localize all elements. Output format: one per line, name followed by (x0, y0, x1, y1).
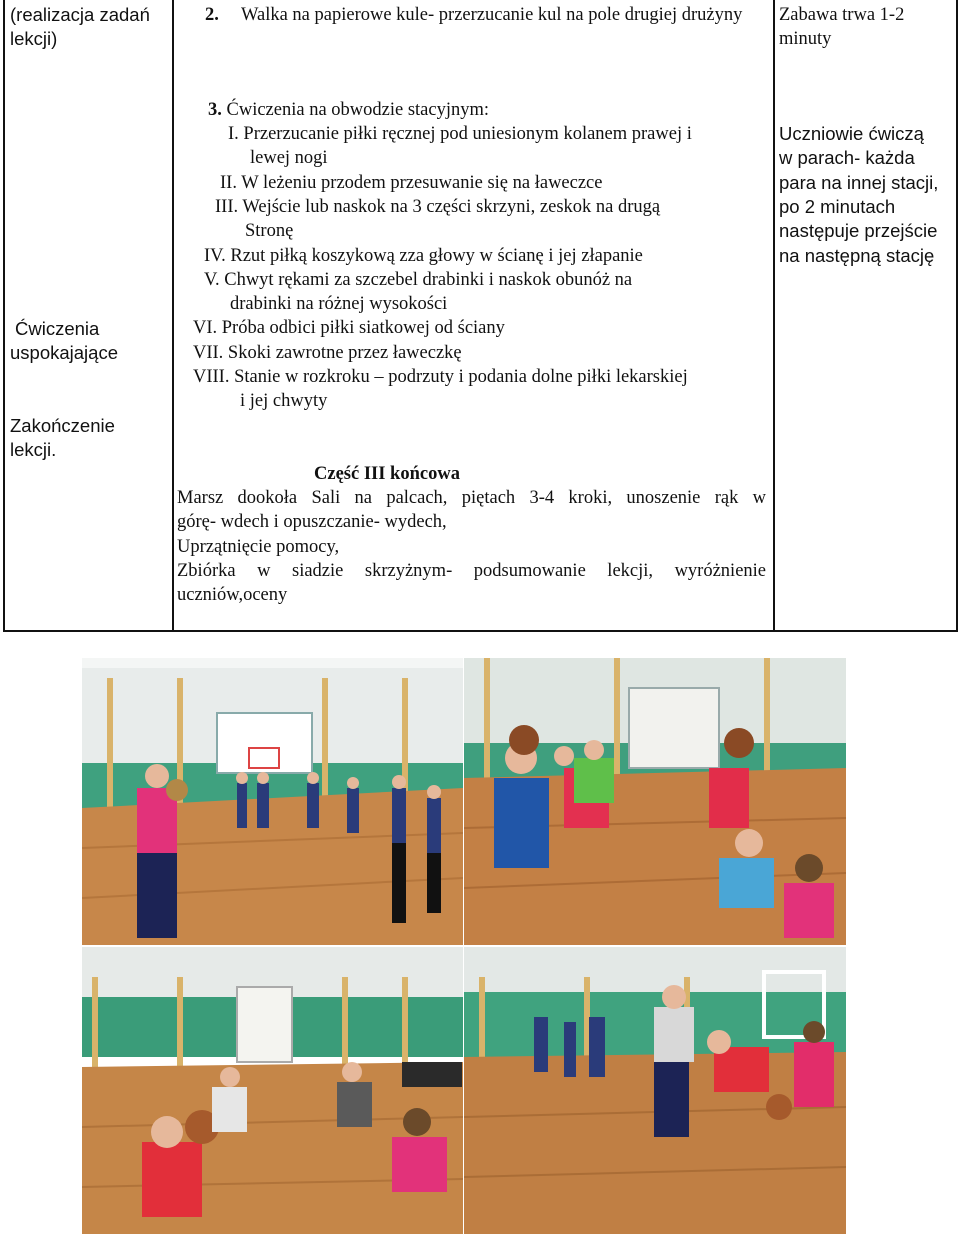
station-notes-4: po 2 minutach (779, 196, 896, 217)
row1-notes: Zabawa trwa 1-2 minuty (779, 5, 905, 50)
station-4: IV. Rzut piłką koszykową zza głowy w ścianę i jej złapanie (204, 246, 643, 266)
task-2 (205, 3, 775, 27)
photo-image (464, 947, 846, 1234)
photo-kids-sitting-throwing-basketballs (464, 658, 846, 945)
station-3-cont: Stronę (245, 221, 294, 241)
station-8: VIII. Stanie w rozkroku – podrzuty i podania dolne piłki lekarskiej (193, 367, 688, 387)
phase-label-ending: Zakończenie (10, 415, 115, 436)
circuit-title (208, 98, 489, 122)
station-notes-6: na następną stację (779, 245, 935, 266)
station-notes-1: Uczniowie ćwiczą (779, 123, 924, 144)
phase-label-cooldown: Ćwiczenia (15, 318, 100, 339)
circuit-title-number: 3. (208, 100, 222, 120)
station-8-cont: i jej chwyty (240, 391, 328, 411)
column-divider-2 (773, 0, 775, 630)
photo-kids-sitting-with-balls (82, 947, 463, 1234)
station-5-cont: drabinki na różnej wysokości (230, 294, 448, 314)
station-3: III. Wejście lub naskok na 3 części skrzyni, zeskok na drugą (215, 197, 661, 217)
final-line-2: górę- wdech i opuszczanie- wydech, (177, 512, 447, 532)
station-1-cont: lewej nogi (250, 148, 328, 168)
task-2-number: 2. (205, 5, 219, 25)
circuit-title-text: Ćwiczenia na obwodzie stacyjnym: (226, 100, 490, 120)
column-divider-1 (172, 0, 174, 630)
station-1: I. Przerzucanie piłki ręcznej pod uniesionym kolanem prawej i (228, 124, 692, 144)
part-3-title: Część III końcowa (314, 464, 460, 484)
final-line-3: Uprzątnięcie pomocy, (177, 537, 340, 557)
photo-gym-girl-throwing-ball (82, 658, 463, 945)
photo-image (82, 658, 463, 945)
final-line-4: Zbiórka w siadzie skrzyżnym- podsumowanie lekcji, wyróżnienie (177, 561, 766, 581)
photo-kids-pairs-passing-ball (464, 947, 846, 1234)
photo-image (464, 658, 846, 945)
task-2-text: Walka na papierowe kule- przerzucanie kul na pole drugiej drużyny (241, 5, 743, 25)
phase-label-ending-2: lekcji. (10, 439, 57, 460)
row1-phase-label: (realizacja zadań lekcji) (10, 4, 150, 50)
station-5: V. Chwyt rękami za szczebel drabinki i naskok obunóż na (204, 270, 633, 290)
station-notes-2: w parach- każda (779, 147, 915, 168)
phase-label-cooldown-2: uspokajające (10, 342, 118, 363)
station-notes-3: para na innej stacji, (779, 172, 939, 193)
station-7: VII. Skoki zawrotne przez ławeczkę (193, 343, 462, 363)
final-line-5: uczniów,oceny (177, 585, 288, 605)
station-6: VI. Próba odbici piłki siatkowej od ściany (193, 318, 505, 338)
final-line-1: Marsz dookoła Sali na palcach, piętach 3-4 kroki, unoszenie rąk w (177, 488, 766, 508)
station-notes-5: następuje przejście (779, 220, 938, 241)
station-2: II. W leżeniu przodem przesuwanie się na ławeczce (220, 173, 603, 193)
photo-image (82, 947, 463, 1234)
